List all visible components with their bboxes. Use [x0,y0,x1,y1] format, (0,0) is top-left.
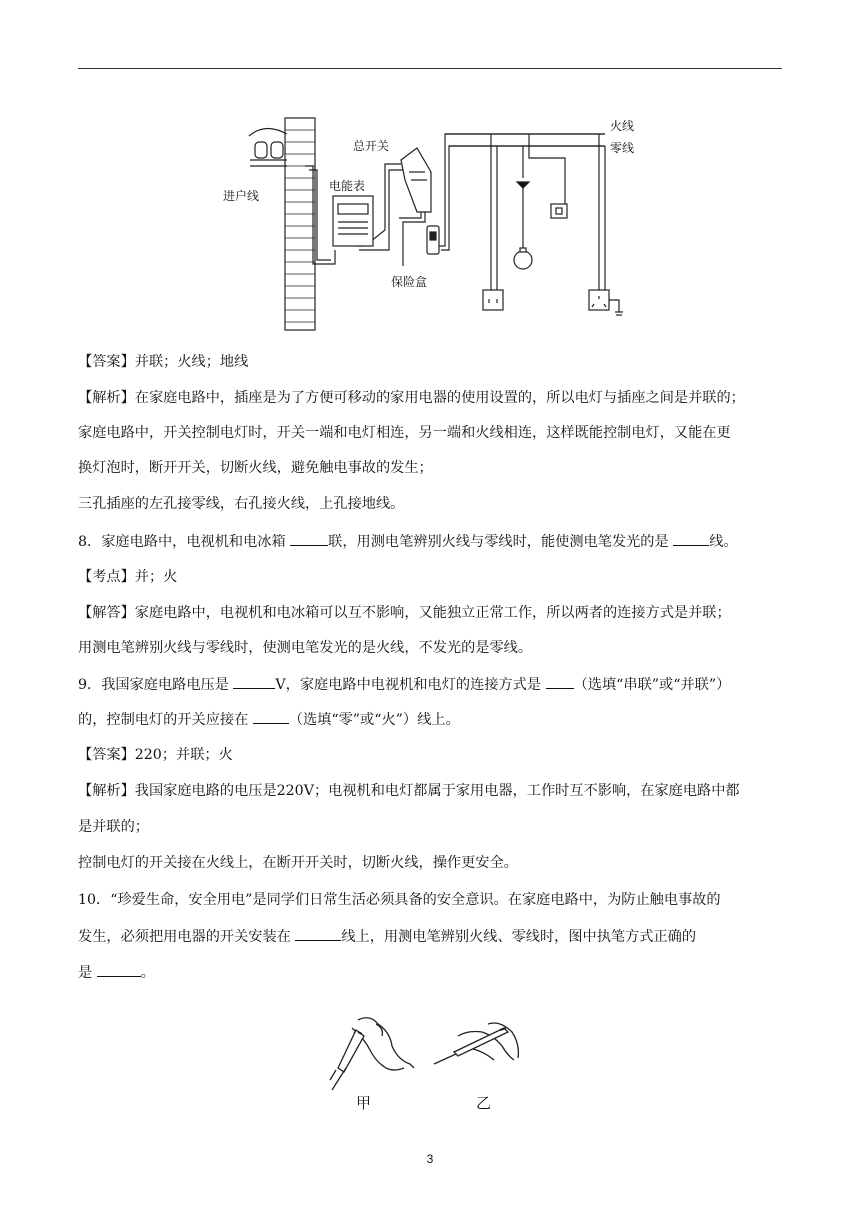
q9-text-c: （选填“串联”或“并联”） [573,677,731,693]
insulators [249,128,287,166]
header-rule [78,68,782,69]
q8-text-c: 线。 [709,534,738,550]
label-fuse-box: 保险盒 [391,275,428,289]
q9-blank-1[interactable] [233,674,275,689]
test-pen-figure [318,1010,538,1115]
hand-jia [330,1018,414,1090]
label-neutral-wire: 零线 [610,141,635,155]
label-main-switch: 总开关 [353,139,390,153]
question-10-line1: 10．“珍爱生命，安全用电”是同学们日常生活必须具备的安全意识。在家庭电路中，为防止触电事故的 [78,892,721,908]
answer-7: 【答案】并联；火线；地线 [78,354,249,370]
question-9-line2 [78,709,784,730]
label-service-line: 进户线 [223,189,260,203]
analysis-7-line3: 换灯泡时，断开开关，切断火线，避免触电事故的发生； [78,460,433,476]
wall-switch [551,204,567,218]
q10-line3-b: 。 [140,965,155,981]
analysis-7-line1: 【解析】在家庭电路中，插座是为了方便可移动的家用电器的使用设置的，所以电灯与插座之间是并联的； [78,390,745,406]
q8-text-b: 联，用测电笔辨别火线与零线时，能使测电笔发光的是 [328,534,674,550]
fuse-box [427,226,439,254]
household-circuit-figure [205,100,665,334]
question-9-line1 [78,674,784,695]
q8-jieda-line2: 用测电笔辨别火线与零线时，使测电笔发光的是火线，不发光的是零线。 [78,640,533,656]
q9-text-b: V，家庭电路中电视机和电灯的连接方式是 [275,677,546,693]
hand-yi [434,1023,518,1064]
page-number: 3 [426,1152,434,1166]
q9-line2-a: 的，控制电灯的开关应接在 [78,712,253,728]
q10-blank-2[interactable] [97,962,141,977]
q8-blank-1[interactable] [290,531,328,546]
q9-jiexi-line3: 控制电灯的开关接在火线上，在断开开关时，切断火线，操作更安全。 [78,855,518,871]
q10-blank-1[interactable] [295,926,341,941]
label-live-wire: 火线 [610,119,635,133]
q10-line3-a: 是 [78,965,97,981]
q10-line2-a: 发生，必须把用电器的开关安装在 [78,929,296,945]
q9-text-a: 9．我国家庭电路电压是 [78,677,234,693]
q9-line2-b: （选填“零”或“火”）线上。 [288,712,460,728]
question-8 [78,531,784,552]
q8-text-a: 8．家庭电路中，电视机和电冰箱 [78,534,291,550]
q9-answer: 【答案】220；并联；火 [78,747,233,763]
q8-blank-2[interactable] [673,531,709,546]
label-jia: 甲 [356,1094,372,1112]
q9-blank-2[interactable] [546,674,574,689]
question-10-line2 [78,926,784,947]
two-pin-socket [483,290,503,310]
analysis-7-line2: 家庭电路中，开关控制电灯时，开关一端和电灯相连，另一端和火线相连，这样既能控制电灯，又能在更 [78,425,731,441]
three-pin-socket [589,290,623,315]
label-yi: 乙 [476,1094,492,1112]
q9-jiexi-line1: 【解析】我国家庭电路的电压是220V；电视机和电灯都属于家用电器，工作时互不影响，在家庭电路中都 [78,783,740,799]
q9-blank-3[interactable] [253,709,289,724]
q8-kaodian: 【考点】并；火 [78,569,178,585]
q10-line2-b: 线上，用测电笔辨别火线、零线时，图中执笔方式正确的 [341,929,697,945]
brick-wall [285,118,315,330]
q8-jieda-line1: 【解答】家庭电路中，电视机和电冰箱可以互不影响，又能独立正常工作，所以两者的连接方式是并联； [78,605,731,621]
q9-jiexi-line2: 是并联的； [78,819,149,835]
question-10-line3 [78,962,784,983]
electric-meter [333,196,373,246]
analysis-7-line4: 三孔插座的左孔接零线，右孔接火线，上孔接地线。 [78,496,405,512]
label-meter: 电能表 [329,179,366,193]
main-switch [401,148,431,212]
